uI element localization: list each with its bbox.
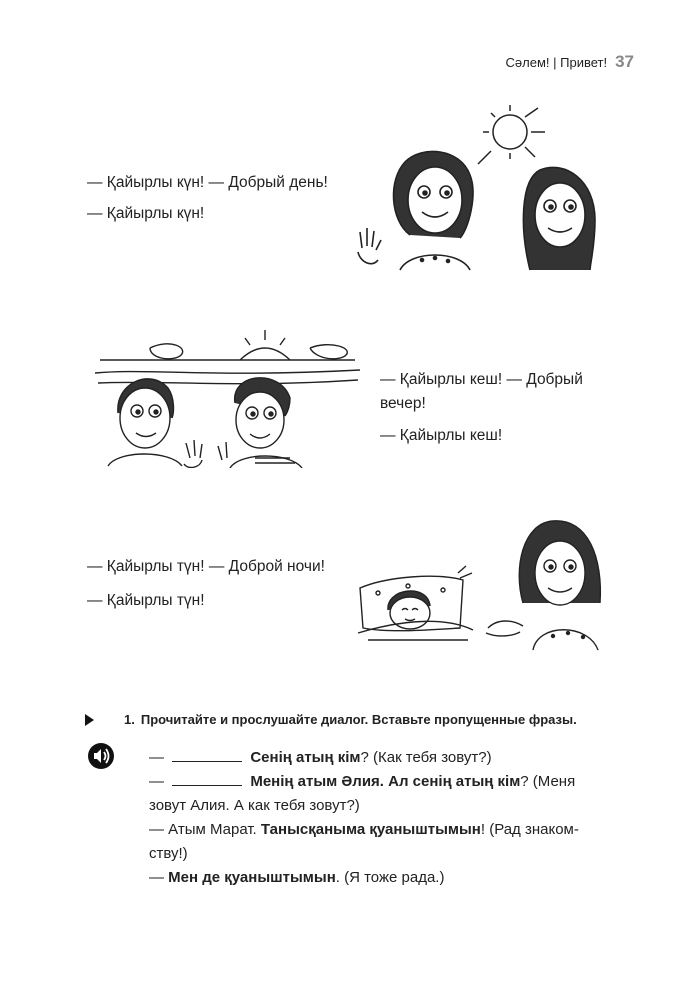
dialog-pre: —	[149, 869, 169, 886]
dialog-line	[149, 866, 619, 890]
dialog	[149, 746, 619, 890]
answer-blank[interactable]	[172, 747, 242, 762]
dialog-rest: ? (Меня	[520, 773, 576, 790]
dialog-dash: —	[149, 773, 164, 790]
exercise-number: 1.	[124, 712, 135, 727]
audio-icon[interactable]	[87, 742, 115, 774]
greeting-evening-line1a: — Қайырлы кеш! — Добрый	[380, 371, 583, 388]
dialog-line	[149, 770, 619, 794]
page-header	[506, 52, 634, 72]
greeting-night-line1: — Қайырлы түн! — Доброй ночи!	[87, 558, 325, 575]
answer-blank[interactable]	[172, 771, 242, 786]
exercise	[85, 712, 625, 886]
dialog-line	[149, 842, 619, 866]
greeting-day-line2: — Қайырлы күн!	[87, 205, 205, 222]
page-number: 37	[615, 52, 634, 71]
dialog-bold: Мен де қуаныштымын	[168, 869, 336, 886]
dialog-rest: ! (Рад знаком-	[480, 821, 579, 838]
dialog-bold: Танысқаныма қуаныштымын	[260, 821, 481, 838]
dialog-text: ству!)	[149, 845, 188, 862]
illustration-night	[348, 518, 610, 653]
dialog-bold: Сенің атың кім	[250, 749, 361, 766]
dialog-pre: — Атым Марат.	[149, 821, 261, 838]
dialog-line	[149, 794, 619, 818]
play-icon	[85, 714, 94, 726]
greeting-evening-line1b: вечер!	[380, 395, 426, 412]
dialog-text: зовут Алия. А как тебя зовут?)	[149, 797, 360, 814]
exercise-instruction: Прочитайте и прослушайте диалог. Вставьте пропущенные фразы.	[140, 712, 577, 727]
illustration-evening	[90, 318, 365, 468]
dialog-line	[149, 746, 619, 770]
illustration-day	[350, 100, 610, 280]
greeting-night-line2: — Қайырлы түн!	[87, 592, 205, 609]
dialog-rest: ? (Как тебя зовут?)	[360, 749, 492, 766]
greeting-evening-line2: — Қайырлы кеш!	[380, 427, 503, 444]
dialog-line	[149, 818, 619, 842]
exercise-heading	[85, 712, 625, 727]
greeting-day-line1: — Қайырлы күн! — Добрый день!	[87, 174, 328, 191]
dialog-dash: —	[149, 749, 164, 766]
dialog-rest: . (Я тоже рада.)	[335, 869, 445, 886]
dialog-bold: Менің атым Әлия. Ал сенің атың кім	[250, 773, 521, 790]
header-title: Сәлем! | Привет!	[505, 55, 608, 70]
